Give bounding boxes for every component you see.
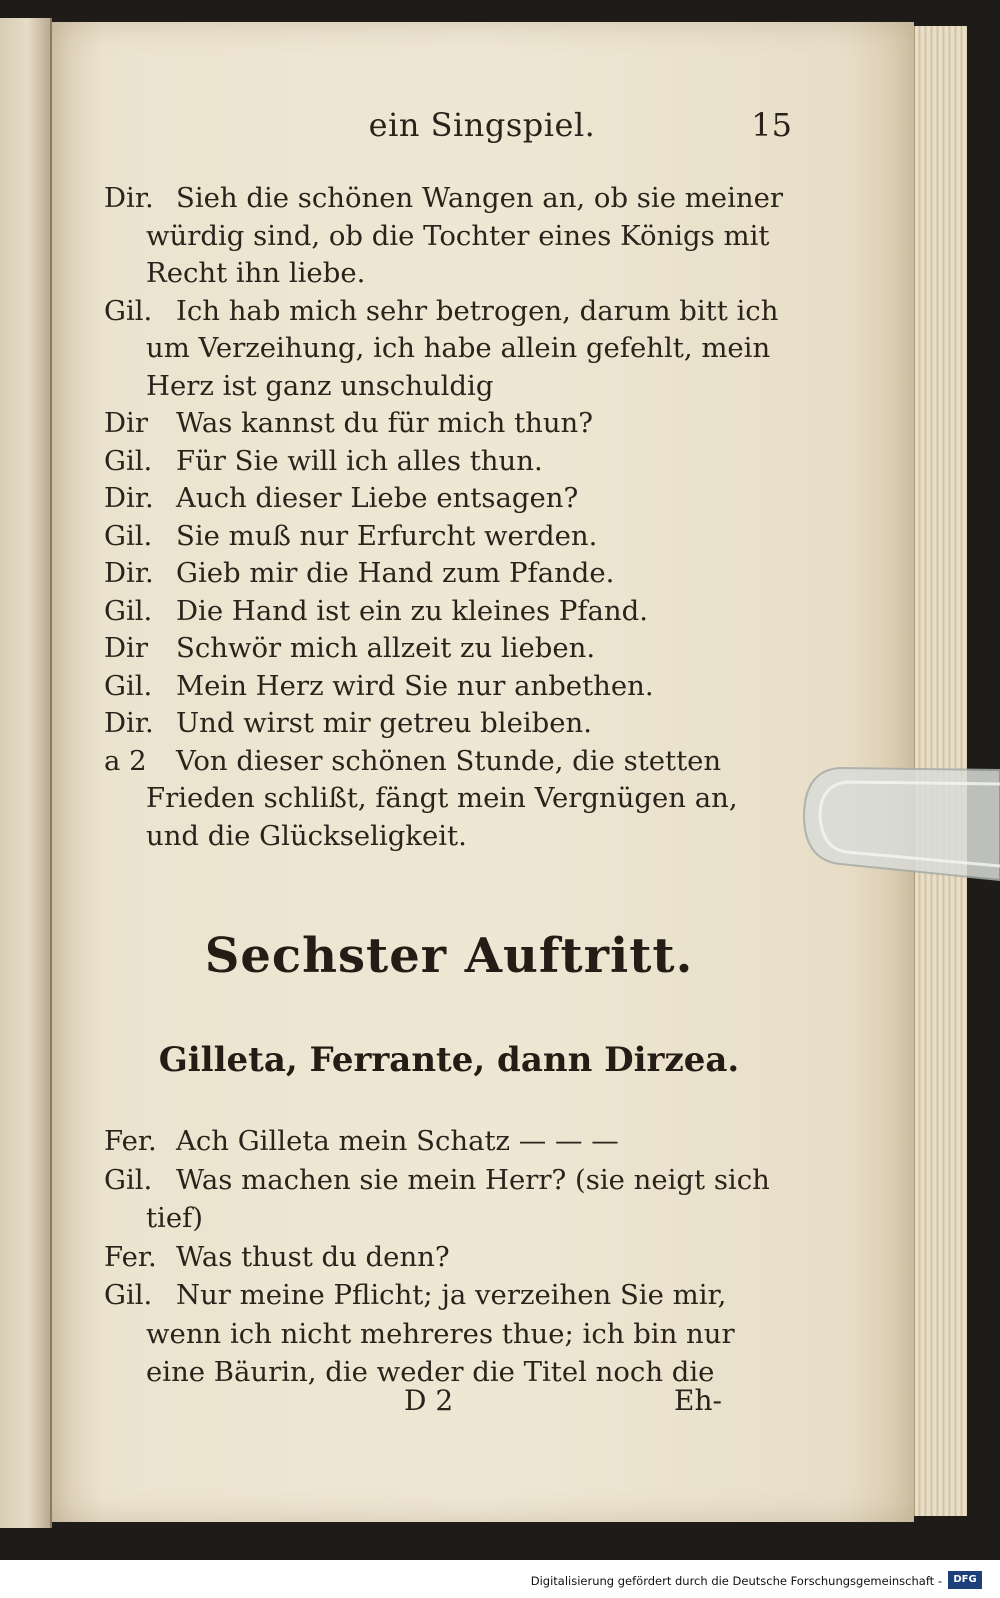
page-header — [52, 102, 914, 152]
catchword: Eh- — [674, 1384, 722, 1417]
speech-line — [104, 405, 794, 443]
scene-heading: Sechster Auftritt. — [204, 928, 694, 984]
scene-characters: Gilleta, Ferrante, dann Dirzea. — [158, 1040, 740, 1080]
speech-line — [104, 630, 794, 668]
speech-line — [104, 443, 794, 481]
running-title: ein Singspiel. — [368, 106, 596, 144]
speech-line — [104, 293, 794, 406]
speaker: Fer. — [104, 1240, 157, 1273]
speaker: Dir. — [104, 557, 154, 589]
speech-line — [104, 480, 794, 518]
speech-text: Sieh die schönen Wangen an, ob sie meiner würdig sind, ob die Tochter eines Königs mit Recht ihn liebe. — [146, 182, 784, 289]
speech-line — [104, 593, 794, 631]
dialogue-block-2 — [104, 1122, 794, 1392]
speech-text: Sie muß nur Erfurcht werden. — [176, 519, 598, 552]
speech-line — [104, 1161, 794, 1238]
speaker: Gil. — [104, 594, 153, 627]
speech-text: Für Sie will ich alles thun. — [176, 444, 543, 477]
speech-line — [104, 1276, 794, 1392]
dialogue-block — [104, 180, 794, 855]
dfg-logo-icon: DFG — [948, 1571, 982, 1589]
speech-line — [104, 555, 794, 593]
speech-text: Was thust du denn? — [176, 1240, 450, 1273]
speech-text: Ach Gilleta mein Schatz — — — — [176, 1125, 619, 1157]
speaker: Gil. — [104, 294, 153, 327]
facing-page-edge — [0, 18, 52, 1528]
speech-line — [104, 180, 794, 293]
speech-text: Und wirst mir getreu bleiben. — [176, 707, 592, 739]
speaker: Dir — [104, 632, 148, 664]
signature-mark: D 2 — [404, 1384, 454, 1417]
speech-line — [104, 743, 794, 856]
speaker: Dir. — [104, 707, 154, 739]
speaker: Gil. — [104, 669, 153, 702]
speech-text: Was kannst du für mich thun? — [176, 407, 593, 439]
speaker: Dir. — [104, 182, 154, 214]
page-number: 15 — [751, 106, 792, 144]
speech-text: Gieb mir die Hand zum Pfande. — [176, 557, 615, 589]
speech-text: Was machen sie mein Herr? (sie neigt sich tief) — [146, 1163, 770, 1234]
speaker: Gil. — [104, 1279, 153, 1311]
speech-text: Ich hab mich sehr betrogen, darum bitt ich um Verzeihung, ich habe allein gefehlt, mein Herz ist ganz unschuldig — [146, 294, 779, 402]
speech-text: Von dieser schönen Stunde, die stetten Frieden schlißt, fängt mein Vergnügen an, und die Glückseligkeit. — [146, 744, 738, 852]
speaker: Gil. — [104, 444, 153, 477]
page-footer — [52, 1384, 914, 1424]
speech-text: Die Hand ist ein zu kleines Pfand. — [176, 594, 648, 627]
speech-line — [104, 1122, 794, 1161]
speech-line — [104, 668, 794, 706]
speaker: a 2 — [104, 744, 147, 777]
speaker: Gil. — [104, 519, 153, 552]
speech-line — [104, 1238, 794, 1277]
speaker: Dir. — [104, 482, 154, 514]
speech-text: Auch dieser Liebe entsagen? — [176, 482, 579, 514]
speech-line — [104, 705, 794, 743]
speech-line — [104, 518, 794, 556]
speech-text: Schwör mich allzeit zu lieben. — [176, 632, 596, 664]
speech-text: Mein Herz wird Sie nur anbethen. — [176, 669, 654, 702]
speech-text: Nur meine Pflicht; ja verzeihen Sie mir, wenn ich nicht mehreres thue; ich bin nur eine Bäurin, die weder die Titel noch die — [146, 1279, 735, 1388]
speaker: Fer. — [104, 1125, 157, 1157]
speaker: Gil. — [104, 1163, 153, 1196]
speaker: Dir — [104, 407, 148, 439]
page-clip-icon — [800, 760, 1000, 910]
credit-text: Digitalisierung gefördert durch die Deutsche Forschungsgemeinschaft - — [530, 1574, 942, 1588]
credit-bar — [0, 1560, 1000, 1598]
